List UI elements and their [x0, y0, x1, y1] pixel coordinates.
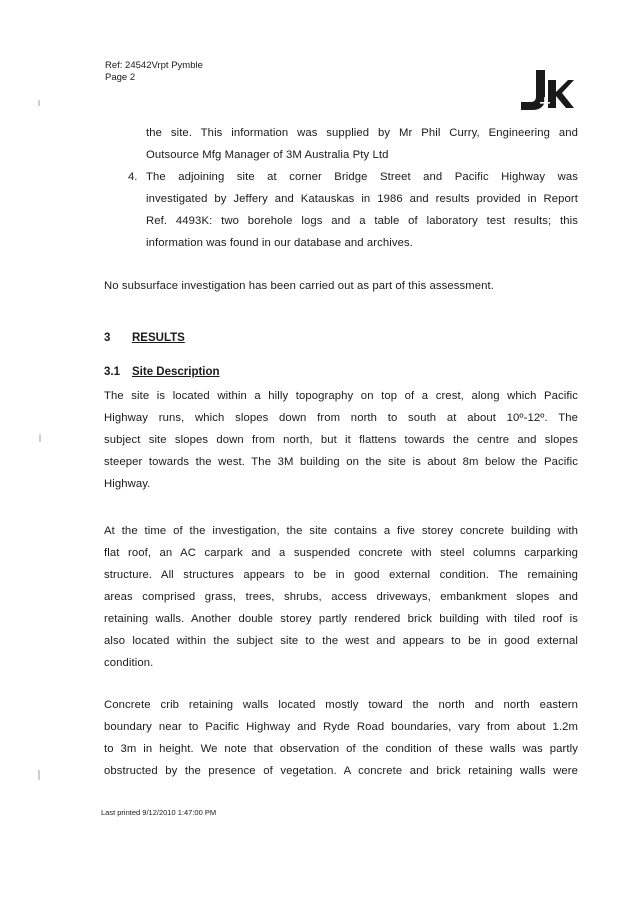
jk-logo-icon — [518, 66, 574, 112]
para-1-line-5: Highway. — [104, 478, 151, 490]
list-item-4-line-1: The adjoining site at corner Bridge Street and Pacific Highway was — [146, 171, 578, 183]
section-3-1-number: 3.1 — [104, 366, 120, 378]
section-3-1-title: Site Description — [132, 366, 220, 378]
scan-mark — [38, 100, 40, 106]
no-subsurface-statement: No subsurface investigation has been carried out as part of this assessment. — [104, 280, 495, 292]
para-2-line-2: flat roof, an AC carpark and a suspended concrete with steel columns carparking — [104, 547, 578, 559]
para-2-line-1: At the time of the investigation, the site contains a five storey concrete building with — [104, 525, 578, 537]
list-item-4-line-4: information was found in our database and archives. — [146, 237, 413, 249]
list-continuation-line-2: Outsource Mfg Manager of 3M Australia Pty Ltd — [146, 149, 389, 161]
list-continuation-line-1: the site. This information was supplied by Mr Phil Curry, Engineering and — [146, 127, 578, 139]
para-3-line-2: boundary near to Pacific Highway and Ryde Road boundaries, vary from about 1.2m — [104, 721, 578, 733]
scan-mark — [38, 770, 40, 780]
para-3-line-3: to 3m in height. We note that observation of the condition of these walls was partly — [104, 743, 578, 755]
list-item-number: 4. — [128, 171, 138, 183]
para-1-line-1: The site is located within a hilly topography on top of a crest, along which Pacific — [104, 390, 578, 402]
scan-mark — [39, 434, 41, 442]
para-3-line-1: Concrete crib retaining walls located mostly toward the north and north eastern — [104, 699, 578, 711]
print-timestamp-footer: Last printed 9/12/2010 1:47:00 PM — [101, 808, 217, 817]
section-3-title: RESULTS — [132, 332, 185, 344]
para-2-line-4: areas comprised grass, trees, shrubs, access driveways, embankment slopes and — [104, 591, 578, 603]
list-item-4-line-3: Ref. 4493K: two borehole logs and a table of laboratory test results; this — [146, 215, 578, 227]
para-2-line-7: condition. — [104, 657, 154, 669]
para-1-line-3: subject site slopes down from north, but it flattens towards the centre and slopes — [104, 434, 578, 446]
para-1-line-4: steeper towards the west. The 3M building on the site is about 8m below the Pacific — [104, 456, 578, 468]
para-3-line-4: obstructed by the presence of vegetation. A concrete and brick retaining walls were — [104, 765, 578, 777]
section-3-number: 3 — [104, 332, 111, 344]
para-2-line-3: structure. All structures appears to be in good external condition. The remaining — [104, 569, 578, 581]
para-2-line-6: also located within the subject site to the west and appears to be in good external — [104, 635, 578, 647]
para-1-line-2: Highway runs, which slopes down from north to south at about 10º-12º. The — [104, 412, 578, 424]
document-header — [105, 60, 203, 84]
list-item-4-line-2: investigated by Jeffery and Katauskas in 1986 and results provided in Report — [146, 193, 578, 205]
page-number: Page 2 — [105, 72, 136, 83]
para-2-line-5: retaining walls. Another double storey partly rendered brick building with tiled roof is — [104, 613, 578, 625]
reference-line: Ref: 24542Vrpt Pymble — [105, 60, 203, 71]
